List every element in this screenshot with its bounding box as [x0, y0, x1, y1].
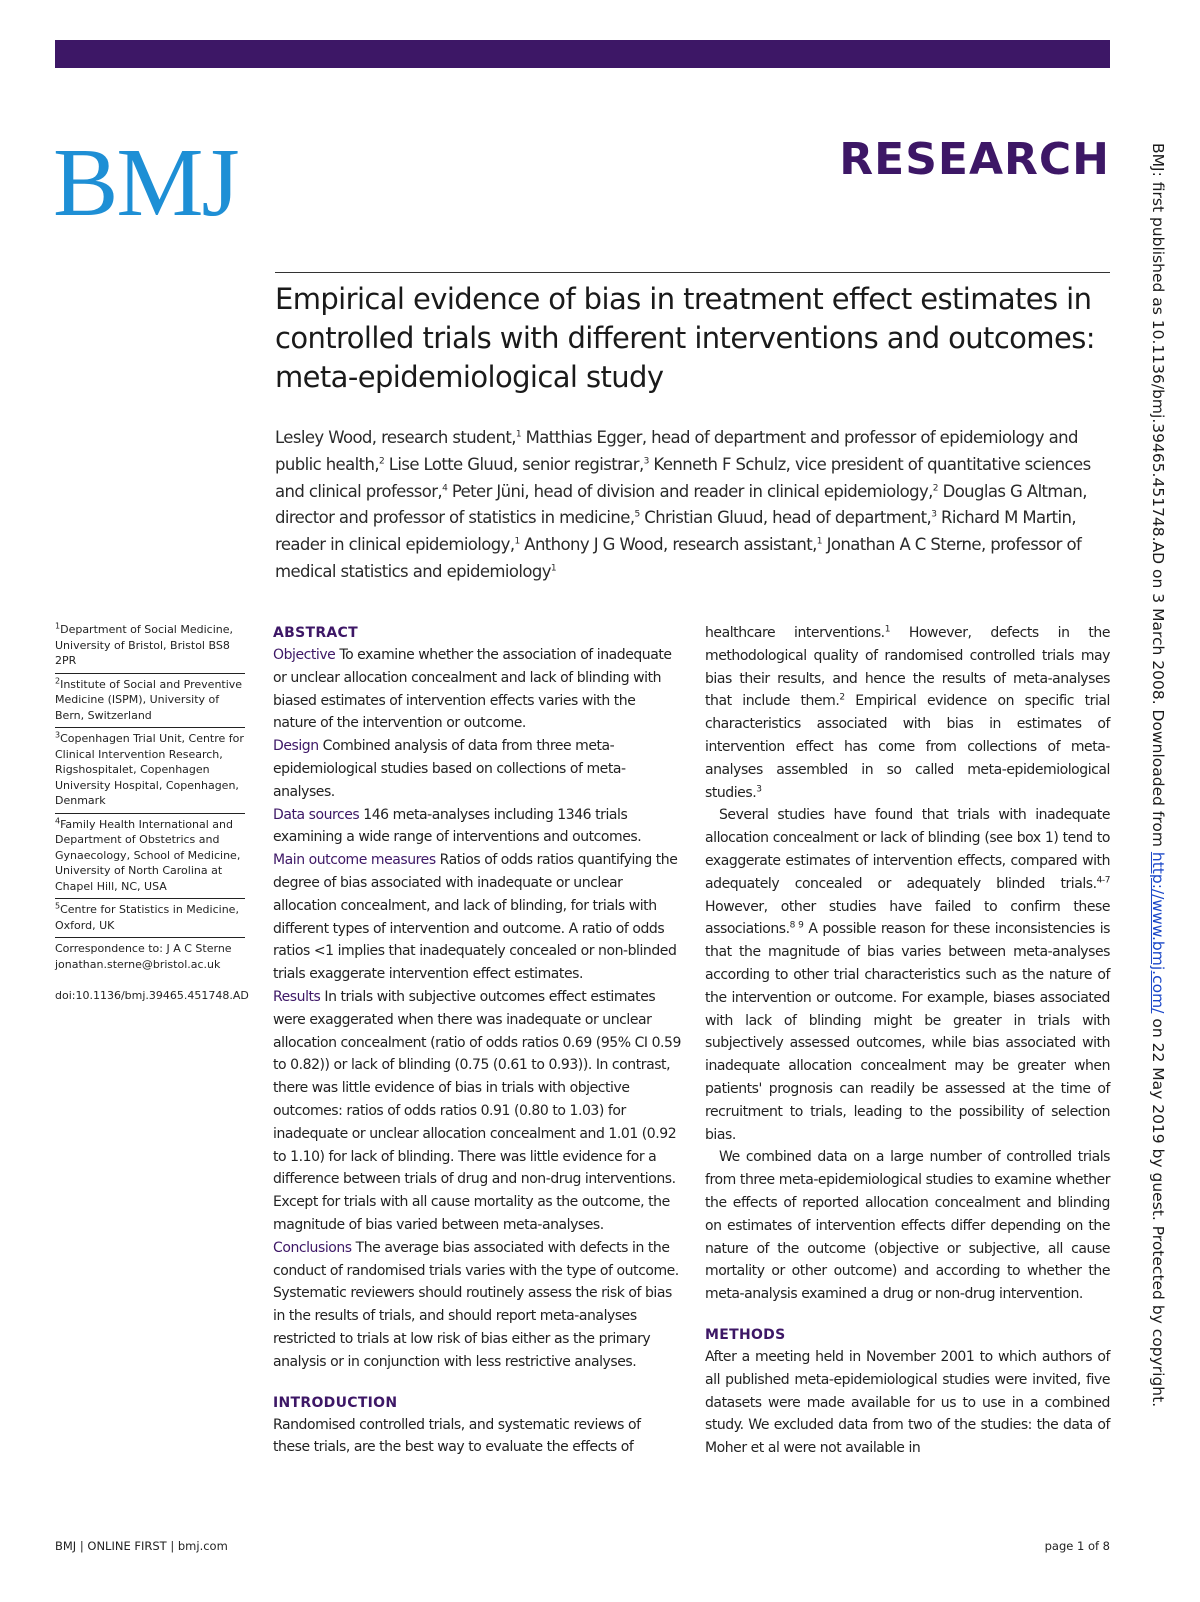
abstract-results: Results In trials with subjective outcomes effect estimates were exaggerated when there was inadequate or unclear allocation concealment (ratio of odds ratios 0.69 (95% CI 0.59 to 0.82)) or lack of blinding (0.75 (0.61 to 0.93)). In contrast, there was little evidence of bias in trials with objective outcomes: ratios of odds ratios 0.91 (0.80 to 1.03) for inadequate or unclear allocation concealment and 1.01 (0.92 to 1.10) for lack of blinding. There was little evidence for a difference between trials of drug and non-drug interventions. Except for trials with all cause mortality as the outcome, the magnitude of bias varied between meta-analyses.	[273, 988, 681, 1233]
introduction-paragraph: Randomised controlled trials, and systematic reviews of these trials, are the best way to evaluate the effects of	[273, 1416, 641, 1456]
title-rule	[275, 272, 1110, 273]
affiliations-column	[55, 621, 249, 1004]
author: Jonathan A C Sterne, professor of medical statistics and epidemiology	[275, 535, 1082, 581]
author-affil-ref: 4	[442, 483, 448, 494]
affiliation: $^4$Family Health International and Department of Obstetrics and Gynaecology, School of Medicine, University of North Carolina at Chapel Hill, NC, USA	[55, 817, 245, 900]
author-affil-ref: 1	[514, 536, 520, 547]
introduction-paragraph: Several studies have found that trials with inadequate allocation concealment or lack of blinding (see box 1) tend to exaggerate estimates of intervention effects, compared with adequately concealed or adequately blinded trials.$^{4-7}$ However, other studies have failed to confirm these associations.$^{8 9}$ A possible reason for these inconsistencies is that the magnitude of bias varies between meta-analyses according to other trial characteristics such as the nature of the intervention or outcome. For example, biases associated with lack of blinding might be greater in trials with subjectively assessed outcomes, while bias associated with inadequate allocation concealment may be greater when patients' prognosis can readily be assessed at the time of recruitment to trials, leading to the possibility of selection bias.	[705, 807, 1110, 1143]
section-label: RESEARCH	[839, 134, 1110, 185]
introduction-paragraph-continued: healthcare interventions.$^1$ However, defects in the methodological quality of randomised controlled trials may bias their results, and hence the results of meta-analyses that include them.$^2$ Empirical evidence on specific trial characteristics associated with bias in estimates of intervention effect has come from collections of meta-analyses assembled in so called meta-epidemiological studies.$^3$	[705, 624, 1110, 801]
author-affil-ref: 3	[931, 509, 937, 520]
footer-journal: BMJ | ONLINE FIRST | bmj.com	[55, 1539, 228, 1553]
abstract-objective: Objective To examine whether the association of inadequate or unclear allocation concealment and lack of blinding with biased estimates of intervention effects varies with the nature of the intervention or outcome.	[273, 647, 672, 732]
author: Matthias Egger, head of department and professor of epidemiology and public health,	[275, 428, 1078, 474]
author-list	[275, 425, 1110, 586]
author-affil-ref: 1	[550, 563, 557, 574]
correspondence-email[interactable]: jonathan.sterne@bristol.ac.uk	[55, 957, 221, 971]
author: Lise Lotte Gluud, senior registrar,	[384, 454, 644, 474]
author-affil-ref: 5	[634, 509, 640, 520]
page-number: page 1 of 8	[1044, 1539, 1110, 1553]
author: Anthony J G Wood, research assistant,	[519, 535, 817, 555]
doi: doi:10.1136/bmj.39465.451748.AD	[55, 989, 249, 1002]
author: Richard M Martin, reader in clinical epidemiology,	[275, 508, 1077, 555]
abstract-outcome-measures: Main outcome measures Ratios of odds ratios quantifying the degree of bias associated with inadequate or unclear allocation concealment, and lack of blinding, for trials with different types of intervention and outcome. A ratio of odds ratios <1 implies that inadequately concealed or non-blinded trials exaggerate intervention effect estimates.	[273, 852, 678, 983]
abstract-heading: ABSTRACT	[273, 625, 358, 641]
author: Kenneth F Schulz, vice president of quantitative sciences and clinical professor,	[275, 454, 1091, 501]
introduction-heading: INTRODUCTION	[273, 1394, 398, 1411]
affiliation: $^3$Copenhagen Trial Unit, Centre for Clinical Intervention Research, Rigshospitalet, Copenhagen University Hospital, Copenhagen, Denmark	[55, 731, 245, 814]
abstract-column	[273, 622, 681, 1459]
author-affil-ref: 1	[515, 429, 521, 440]
bmj-site-link[interactable]: http://www.bmj.com/	[1149, 851, 1167, 1014]
bmj-logo: BMJ	[53, 129, 238, 237]
methods-heading: METHODS	[705, 1326, 786, 1343]
body-column	[705, 622, 1110, 1460]
article-title: Empirical evidence of bias in treatment effect estimates in controlled trials with different interventions and outcomes: meta-epidemiological study	[275, 282, 1095, 394]
author-affil-ref: 3	[643, 456, 649, 467]
author: Christian Gluud, head of department,	[639, 508, 932, 528]
abstract-design: Design Combined analysis of data from three meta-epidemiological studies based on collections of meta-analyses.	[273, 738, 626, 800]
correspondence	[55, 941, 245, 972]
author-affil-ref: 1	[816, 536, 822, 547]
author-affil-ref: 2	[378, 456, 385, 467]
abstract-conclusions: Conclusions The average bias associated with defects in the conduct of randomised trials varies with the type of outcome. Systematic reviewers should routinely assess the risk of bias in the results of trials, and should report meta-analyses restricted to trials at low risk of bias either as the primary analysis or in conjunction with less restrictive analyses.	[273, 1239, 679, 1370]
copyright-sidebar: BMJ: first published as 10.1136/bmj.39465.451748.AD on 3 March 2008. Downloaded from http://www.bmj.com/ on 22 May 2019 by guest. Protected by copyright.	[1149, 143, 1167, 1408]
author: Peter Jüni, head of division and reader in clinical epidemiology,	[447, 481, 933, 501]
author: Lesley Wood, research student,	[275, 428, 516, 447]
correspondence-label: Correspondence to: J A C Sterne	[55, 942, 232, 955]
methods-paragraph: After a meeting held in November 2001 to which authors of all published meta-epidemiological studies were invited, five datasets were made available for us to use in a combined study. We excluded data from two of the studies: the data of Moher et al were not available in	[705, 1348, 1110, 1457]
author: Douglas G Altman, director and professor of statistics in medicine,	[275, 481, 1087, 528]
affiliation: $^2$Institute of Social and Preventive Medicine (ISPM), University of Bern, Switzerland	[55, 677, 245, 729]
author-affil-ref: 2	[932, 483, 938, 494]
abstract-data-sources: Data sources 146 meta-analyses including 1346 trials examining a wide range of interventions and outcomes.	[273, 806, 642, 846]
introduction-paragraph: We combined data on a large number of controlled trials from three meta-epidemiological studies to examine whether the effects of reported allocation concealment and blinding on estimates of intervention effects differ depending on the nature of the outcome (objective or subjective, all cause mortality or other outcome) and according to whether the meta-analysis examined a drug or non-drug intervention.	[705, 1149, 1110, 1303]
top-color-band	[55, 40, 1110, 68]
affiliation: $^1$Department of Social Medicine, University of Bristol, Bristol BS8 2PR	[55, 622, 245, 674]
affiliation: $^5$Centre for Statistics in Medicine, Oxford, UK	[55, 902, 245, 938]
